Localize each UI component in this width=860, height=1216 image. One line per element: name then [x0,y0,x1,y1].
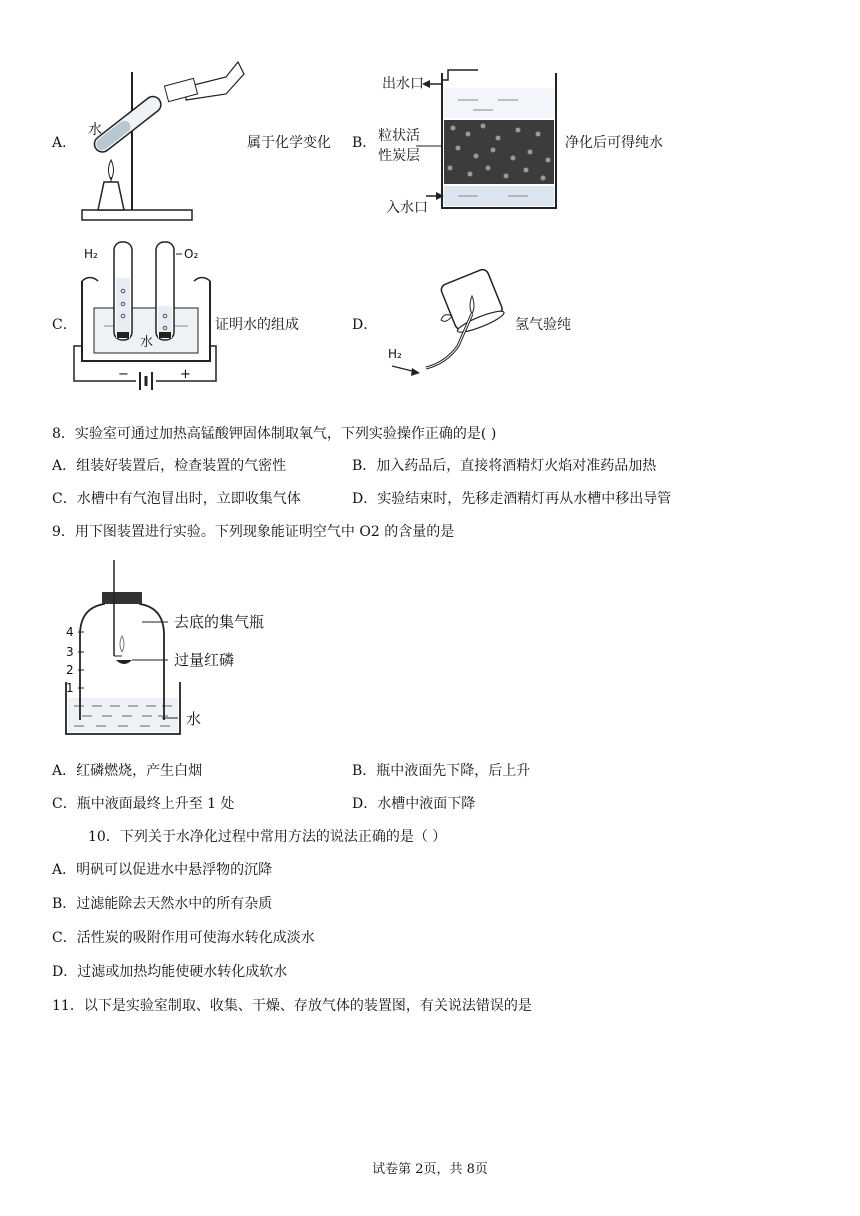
q9-phosphorus-label: 过量红磷 [174,651,235,669]
q7-option-c-caption: 证明水的组成 [215,317,299,333]
q7-option-a-letter: A． [52,135,77,151]
q8-option-c: C．水槽中有气泡冒出时，立即收集气体 [52,491,301,507]
q7-option-d-figure [386,268,516,378]
q10-stem: 10．下列关于水净化过程中常用方法的说法正确的是（ ） [88,829,447,845]
q7-a-water-label: 水 [88,122,102,138]
q7-option-b-caption: 净化后可得纯水 [565,135,663,151]
q7-option-c-figure [76,236,216,386]
q7-option-a-caption: 属于化学变化 [247,135,331,151]
q7-c-h2-label: H₂ [84,247,98,261]
q10-option-b: B．过滤能除去天然水中的所有杂质 [52,896,273,912]
q7-b-layer-label-1: 粒状活 [378,128,420,144]
q9-mark-4: 4 [66,625,74,639]
q8-stem: 8．实验室可通过加热高锰酸钾固体制取氧气，下列实验操作正确的是( ) [52,426,497,442]
q7-b-layer-label-2: 性炭层 [378,148,420,164]
q9-mark-1: 1 [66,681,74,695]
q8-option-d: D．实验结束时，先移走酒精灯再从水槽中移出导管 [352,491,672,507]
q7-b-inlet-label: 入水口 [386,200,428,216]
q10-option-d: D．过滤或加热均能使硬水转化成软水 [52,964,288,980]
page-footer: 试卷第 2页，共 8页 [372,1162,488,1177]
q7-c-plus-label: + [180,367,191,382]
q9-mark-3: 3 [66,645,74,659]
q9-bottle-label: 去底的集气瓶 [174,613,265,631]
q7-c-o2-label: O₂ [184,247,199,261]
q7-option-b-figure [378,68,563,218]
q7-option-a-figure [76,52,246,227]
q9-option-b: B．瓶中液面先下降，后上升 [352,763,531,779]
q7-option-d-letter: D． [352,317,378,333]
q8-option-b: B．加入药品后，直接将酒精灯火焰对准药品加热 [352,458,657,474]
q7-option-b-letter: B． [352,135,377,151]
q7-c-minus-label: − [118,367,129,382]
q9-option-a: A．红磷燃烧，产生白烟 [52,763,203,779]
q9-option-d: D．水槽中液面下降 [352,796,476,812]
q9-option-c: C．瓶中液面最终上升至 1 处 [52,796,235,812]
q10-option-a: A．明矾可以促进水中悬浮物的沉降 [52,862,273,878]
q9-stem: 9．用下图装置进行实验。下列现象能证明空气中 O2 的含量的是 [52,524,455,540]
q7-b-outlet-label: 出水口 [382,76,424,92]
q9-mark-2: 2 [66,663,74,677]
q7-c-water-label: 水 [140,335,154,350]
q11-stem: 11．以下是实验室制取、收集、干燥、存放气体的装置图，有关说法错误的是 [52,998,532,1014]
q7-option-c-letter: C． [52,317,77,333]
q9-figure [62,560,292,740]
q8-option-a: A．组装好装置后，检查装置的气密性 [52,458,287,474]
q9-water-label: 水 [186,710,202,728]
q7-d-h2-label: H₂ [388,347,402,361]
q7-option-d-caption: 氢气验纯 [515,317,571,333]
q10-option-c: C．活性炭的吸附作用可使海水转化成淡水 [52,930,315,946]
